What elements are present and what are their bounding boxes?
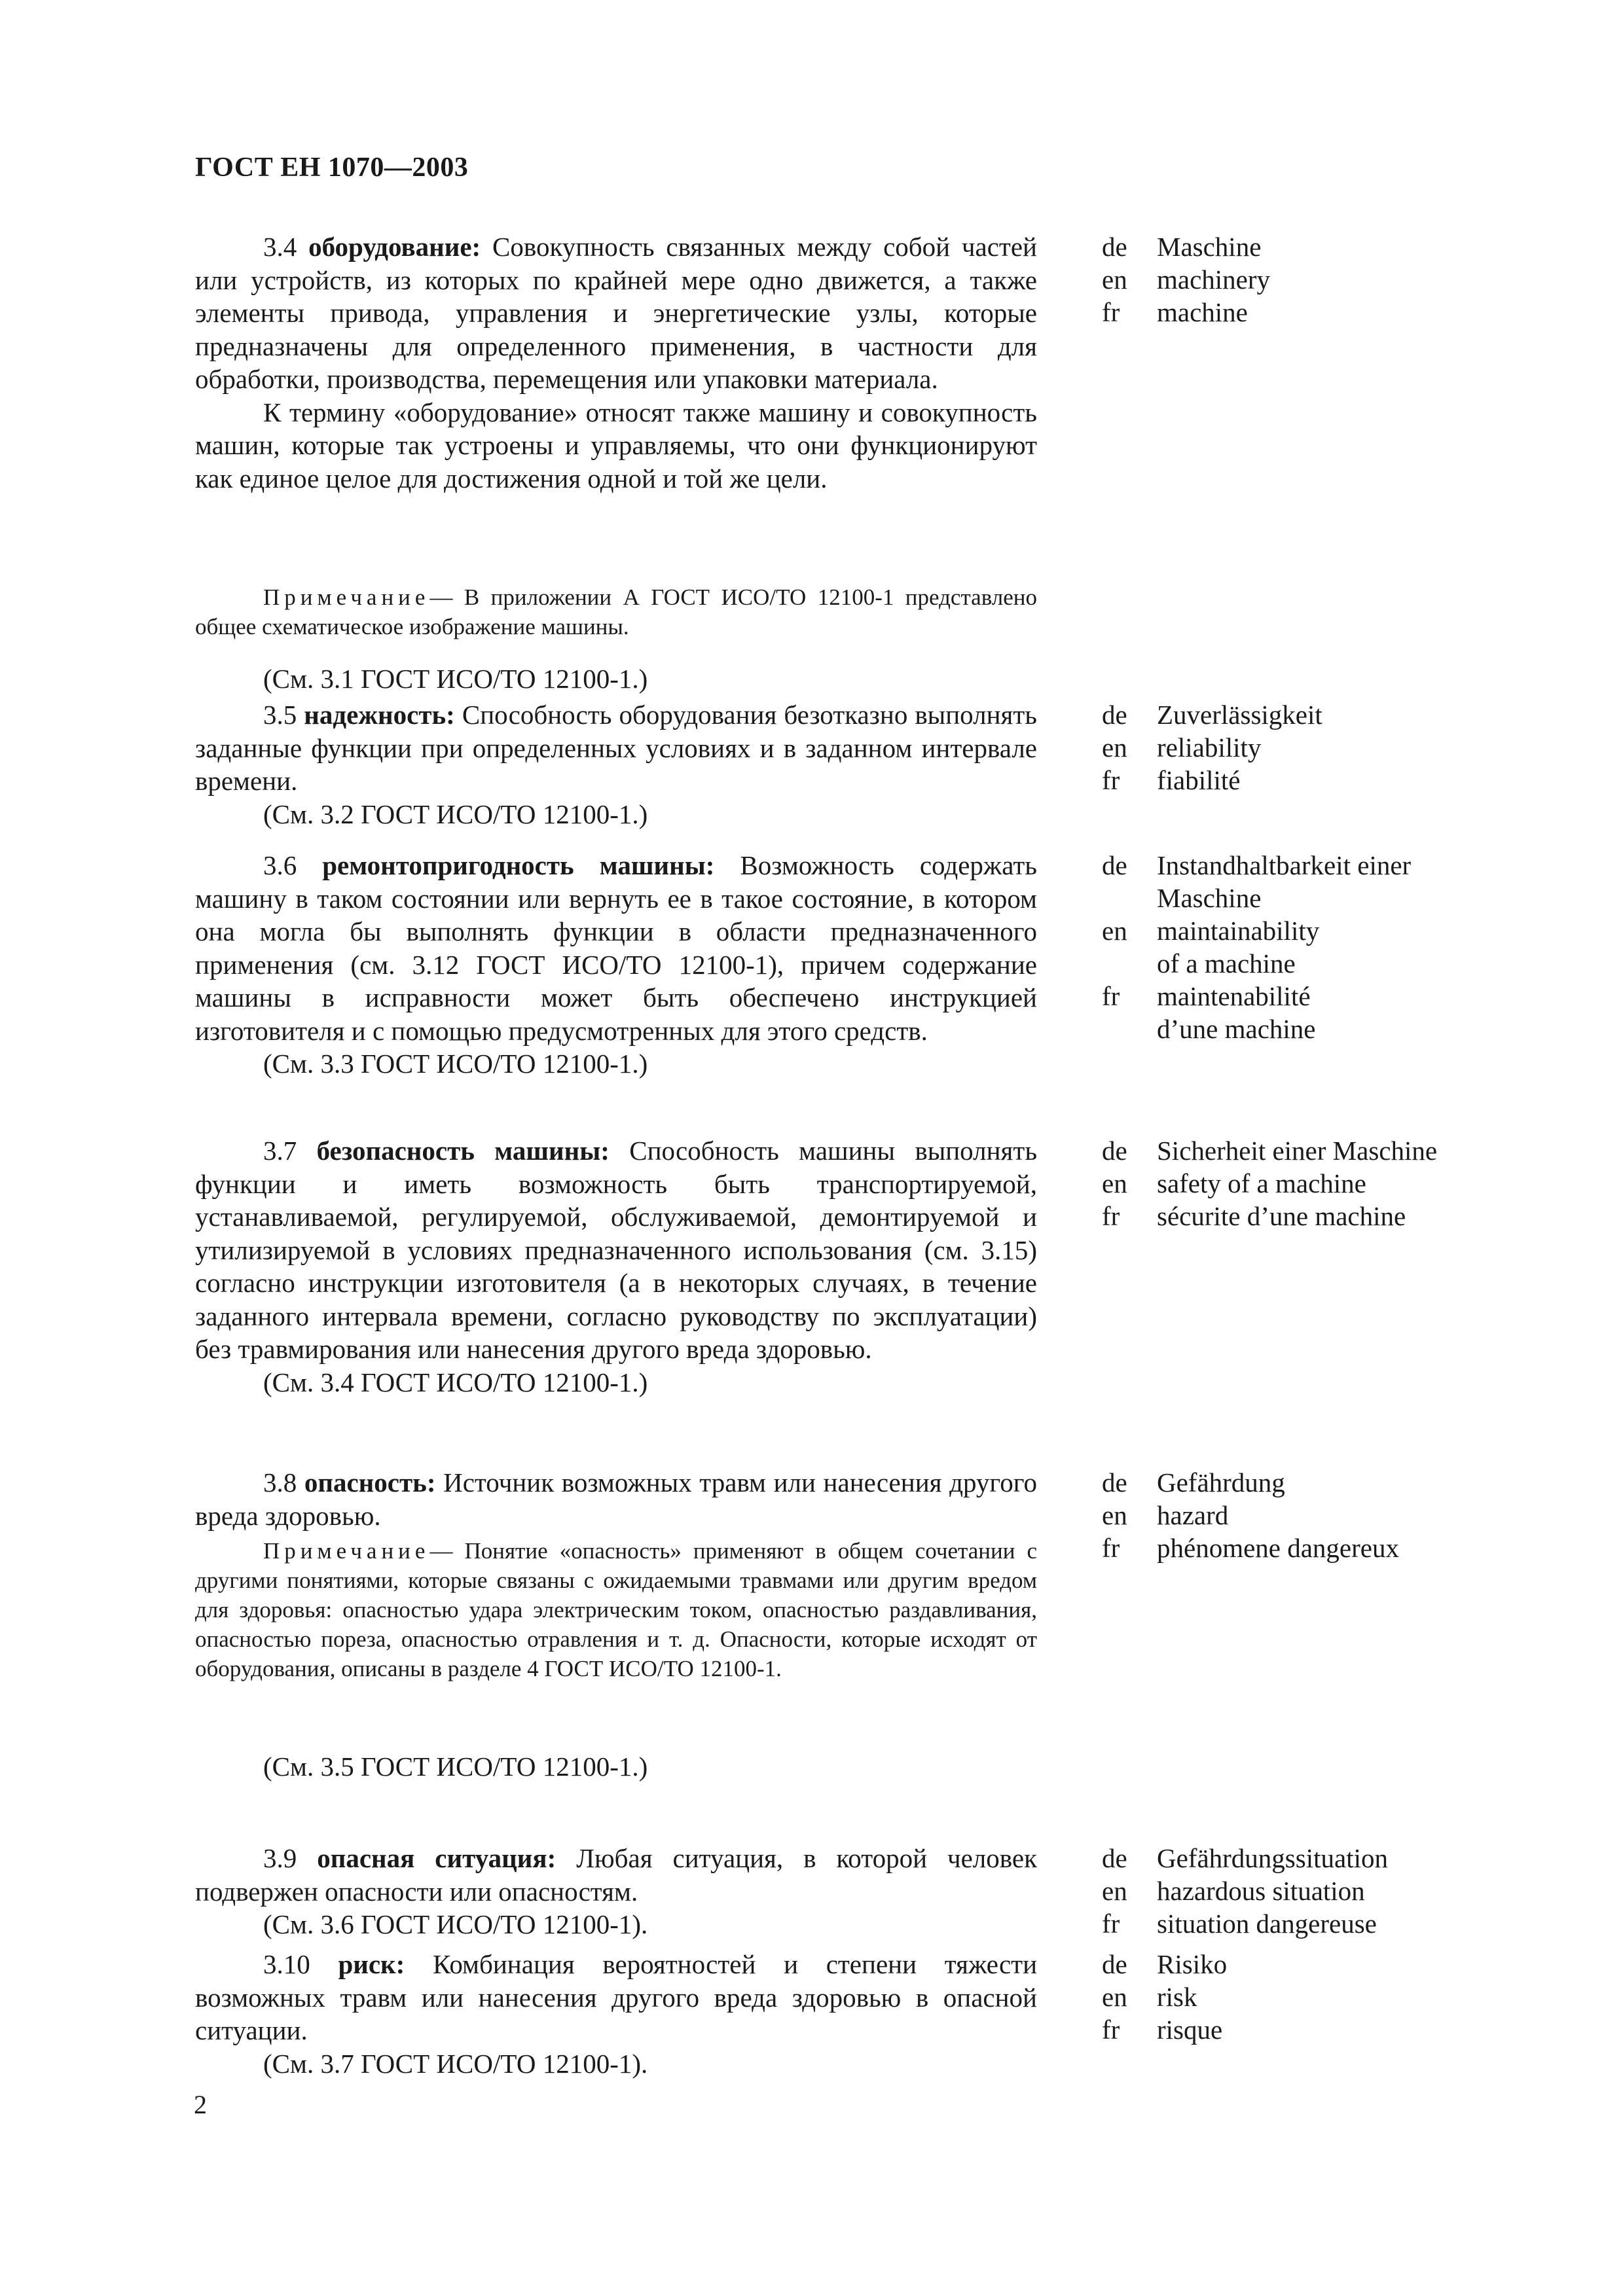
translation-row: fr phénomene dangereux <box>1102 1533 1399 1563</box>
reference: (См. 3.2 ГОСТ ИСО/ТО 12100-1.) <box>263 798 648 829</box>
translation-row-cont: Maschine <box>1157 883 1262 913</box>
reference-3-4: (См. 3.1 ГОСТ ИСО/ТО 12100-1.) <box>263 664 648 694</box>
definition-paragraph <box>195 1842 1037 1908</box>
section-number: 3.9 <box>263 1843 297 1873</box>
term: безопасность машины: <box>316 1136 610 1166</box>
section-3-10 <box>195 1948 1037 2080</box>
reference: (См. 3.3 ГОСТ ИСО/ТО 12100-1.) <box>263 1049 648 1079</box>
translation-row: fr maintenabilité <box>1102 981 1311 1011</box>
translations-3-9 <box>1102 1842 1388 1940</box>
definition-paragraph <box>195 849 1037 1047</box>
translation-row: fr sécurite d’une machine <box>1102 1201 1406 1231</box>
document-header: ГОСТ ЕН 1070—2003 <box>195 152 469 183</box>
section-number: 3.7 <box>263 1136 297 1166</box>
term: опасная ситуация: <box>317 1843 556 1873</box>
term: надежность: <box>304 700 455 730</box>
definition-paragraph <box>195 1948 1037 2047</box>
section-3-7 <box>195 1134 1037 1399</box>
term: опасность: <box>304 1467 436 1498</box>
translation-row-cont: d’une machine <box>1157 1014 1316 1044</box>
section-number: 3.10 <box>263 1949 310 1979</box>
note-3-4 <box>195 583 1037 641</box>
reference: (См. 3.4 ГОСТ ИСО/ТО 12100-1.) <box>263 1367 648 1397</box>
page-number: 2 <box>194 2090 207 2119</box>
translations-3-10 <box>1102 1948 1227 2046</box>
definition-text: Любая ситуация, в которой человек подвержен опасности или опасностям. <box>195 1843 1038 1907</box>
term: риск: <box>338 1949 405 1979</box>
definition-text: Способность оборудования безотказно выполнять заданные функции при определенных условиях и в заданном интервале времени. <box>195 700 1037 796</box>
reference-3-8: (См. 3.5 ГОСТ ИСО/ТО 12100-1.) <box>263 1751 648 1782</box>
definition-paragraph <box>195 230 1037 396</box>
reference: (См. 3.6 ГОСТ ИСО/ТО 12100-1). <box>263 1909 648 1939</box>
translation-row: de Zuverlässigkeit <box>1102 700 1322 730</box>
section-number: 3.5 <box>263 700 297 730</box>
translation-row: de Risiko <box>1102 1949 1228 1979</box>
translation-row: fr fiabilité <box>1102 765 1241 795</box>
translation-row: de Maschine <box>1102 232 1262 262</box>
reference: (См. 3.7 ГОСТ ИСО/ТО 12100-1). <box>263 2048 648 2079</box>
translations-3-8 <box>1102 1466 1399 1564</box>
translation-row-cont: of a machine <box>1157 948 1296 978</box>
translations-3-5 <box>1102 698 1322 797</box>
note-label: Примечание <box>263 1538 430 1564</box>
term: ремонтопригодность машины: <box>322 850 715 880</box>
section-3-6 <box>195 849 1037 1081</box>
definition-paragraph <box>195 1134 1037 1366</box>
translations-3-7 <box>1102 1134 1437 1232</box>
translation-row: en risk <box>1102 1982 1197 2012</box>
translation-row: de Gefährdungssituation <box>1102 1843 1388 1873</box>
translation-row: en reliability <box>1102 732 1262 762</box>
note-text: — В приложении А ГОСТ ИСО/ТО 12100-1 представлено общее схематическое изображение машины. <box>195 584 1037 639</box>
translations-3-6 <box>1102 849 1411 1045</box>
translations-3-4 <box>1102 230 1270 329</box>
definition-text: Источник возможных травм или нанесения другого вреда здоровью. <box>195 1467 1038 1531</box>
translation-row: de Sicherheit einer Maschine <box>1102 1136 1438 1166</box>
translation-row: en maintainability <box>1102 916 1320 946</box>
section-3-5 <box>195 698 1037 831</box>
translation-row: fr situation dangereuse <box>1102 1909 1377 1939</box>
section-3-4 <box>195 230 1037 495</box>
translation-row: de Instandhaltbarkeit einer <box>1102 850 1412 880</box>
term: оборудование: <box>308 232 481 262</box>
definition-paragraph <box>195 1466 1037 1532</box>
translation-row: en machinery <box>1102 264 1271 295</box>
section-number: 3.8 <box>263 1467 297 1498</box>
definition-text: Возможность содержать машину в таком состоянии или вернуть ее в такое состояние, в котором она могла бы выполнять функции в области предназначенного применения (см. 3.12 ГОСТ ИСО/ТО 12100-1), причем содержание машины в исправности может быть обеспечено инструкцией изготовителя и с помощью предусмотренных для этого средств. <box>195 850 1038 1046</box>
translation-row: de Gefährdung <box>1102 1467 1285 1498</box>
translation-row: en safety of a machine <box>1102 1168 1366 1198</box>
section-3-8 <box>195 1466 1037 1532</box>
translation-row: fr risque <box>1102 2015 1223 2045</box>
definition-text: Совокупность связанных между собой частей или устройств, из которых по крайней мере одно движется, а также элементы привода, управления и энергетические узлы, которые предназначены для определенного применения, в частности для обработки, производства, перемещения или упаковки материала. <box>195 232 1037 394</box>
translation-row: en hazardous situation <box>1102 1876 1365 1906</box>
translation-row: fr machine <box>1102 297 1248 327</box>
definition-text: Способность машины выполнять функции и иметь возможность быть транспортируемой, устанавливаемой, регулируемой, обслуживаемой, демонтируемой и утилизируемой в условиях предназначенного использования (см. 3.15) согласно инструкции изготовителя (а в некоторых случаях, в течение заданного интервала времени, согласно руководству по эксплуатации) без травмирования или нанесения другого вреда здоровью. <box>195 1136 1038 1364</box>
note-text: — Понятие «опасность» применяют в общем сочетании с другими понятиями, которые связаны с ожидаемыми травмами или другим вредом для здоровья: опасностью удара электрическим током, опасностью раздавливания, опасностью пореза, опасностью отравления и т. д. Опасности, которые исходят от оборудования, описаны в разделе 4 ГОСТ ИСО/ТО 12100-1. <box>195 1538 1037 1681</box>
section-number: 3.4 <box>263 232 297 262</box>
definition-paragraph-2: К термину «оборудование» относят также машину и совокупность машин, которые так устроены и управляемы, что они функционируют как единое целое для достижения одной и той же цели. <box>195 397 1037 493</box>
note-label: Примечание <box>263 584 430 610</box>
translation-row: en hazard <box>1102 1500 1229 1530</box>
note-3-8 <box>195 1536 1037 1683</box>
section-number: 3.6 <box>263 850 297 880</box>
definition-text: Комбинация вероятностей и степени тяжести возможных травм или нанесения другого вреда здоровью в опасной ситуации. <box>195 1949 1038 2045</box>
definition-paragraph <box>195 698 1037 798</box>
section-3-9 <box>195 1842 1037 1941</box>
